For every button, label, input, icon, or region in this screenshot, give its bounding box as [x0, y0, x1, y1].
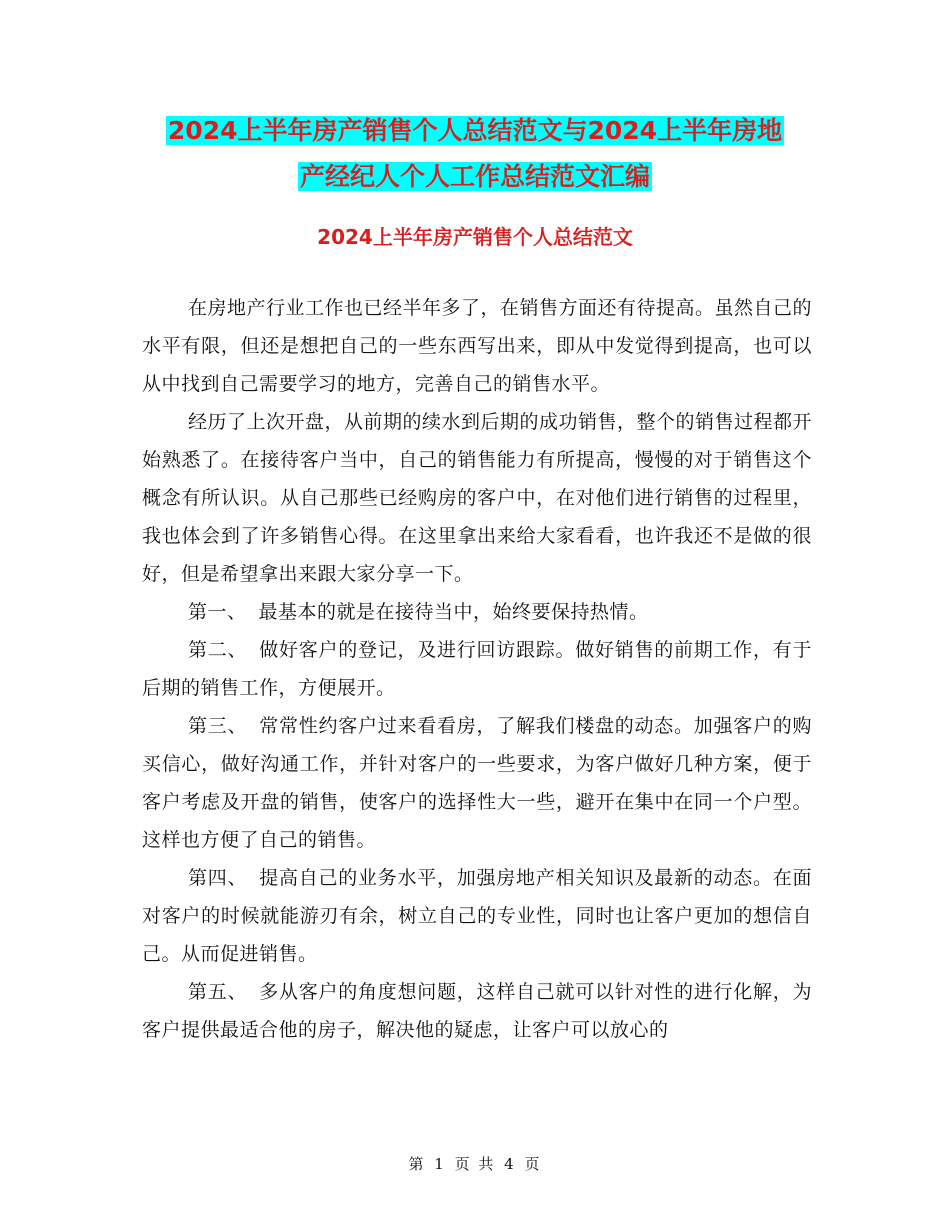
paragraph-text: 提高自己的业务水平，加强房地产相关知识及最新的动态。在面对客户的时候就能游刃有余，树立自己的专业性，同时也让客户更加的想信自己。从而促进销售。 [142, 867, 812, 965]
footer-suffix: 页 [524, 1155, 542, 1173]
paragraph [142, 859, 812, 973]
title-highlight: 2024上半年房产销售个人总结范文与2024上半年房地 [167, 116, 783, 145]
title-highlight: 产经纪人个人工作总结范文汇编 [299, 162, 650, 191]
paragraph [142, 289, 812, 403]
section-title: 2024上半年房产销售个人总结范文 [317, 225, 633, 249]
item-label: 第四、 [188, 867, 248, 889]
item-label: 第三、 [188, 715, 248, 737]
footer-prefix: 第 [408, 1155, 426, 1173]
paragraph-text: 多从客户的角度想问题，这样自己就可以针对性的进行化解，为客户提供最适合他的房子，解决他的疑虑，让客户可以放心的 [142, 981, 812, 1041]
paragraph-text: 经历了上次开盘，从前期的续水到后期的成功销售，整个的销售过程都开始熟悉了。在接待客户当中，自己的销售能力有所提高，慢慢的对于销售这个概念有所认识。从自己那些已经购房的客户中，在对他们进行销售的过程里，我也体会到了许多销售心得。在这里拿出来给大家看看，也许我还不是做的很好，但是希望拿出来跟大家分享一下。 [142, 411, 813, 585]
item-label: 第二、 [188, 639, 248, 661]
paragraph [142, 631, 812, 707]
document-title-line-2 [150, 154, 800, 200]
paragraph [142, 403, 812, 593]
total-pages-number: 4 [504, 1155, 516, 1173]
current-page-number: 1 [434, 1155, 446, 1173]
footer-mid: 页 共 [454, 1155, 496, 1173]
item-label: 第五、 [188, 981, 248, 1003]
paragraph-text: 在房地产行业工作也已经半年多了，在销售方面还有待提高。虽然自己的水平有限，但还是想把自己的一些东西写出来，即从中发觉得到提高，也可以从中找到自己需要学习的地方，完善自己的销售水平。 [142, 297, 813, 395]
paragraph [142, 973, 812, 1049]
paragraph-text: 常常性约客户过来看看房，了解我们楼盘的动态。加强客户的购买信心，做好沟通工作，并针对客户的一些要求，为客户做好几种方案，便于客户考虑及开盘的销售，使客户的选择性大一些，避开在集中在同一个户型。这样也方便了自己的销售。 [142, 715, 812, 851]
paragraph [142, 593, 812, 631]
paragraph-text: 做好客户的登记，及进行回访跟踪。做好销售的前期工作，有于后期的销售工作，方便展开。 [142, 639, 812, 699]
document-body [142, 289, 812, 1049]
document-title-line-1 [150, 108, 800, 154]
page-footer [0, 1153, 950, 1175]
paragraph-text: 最基本的就是在接待当中，始终要保持热情。 [258, 601, 649, 623]
paragraph [142, 707, 812, 859]
item-label: 第一、 [188, 601, 247, 623]
